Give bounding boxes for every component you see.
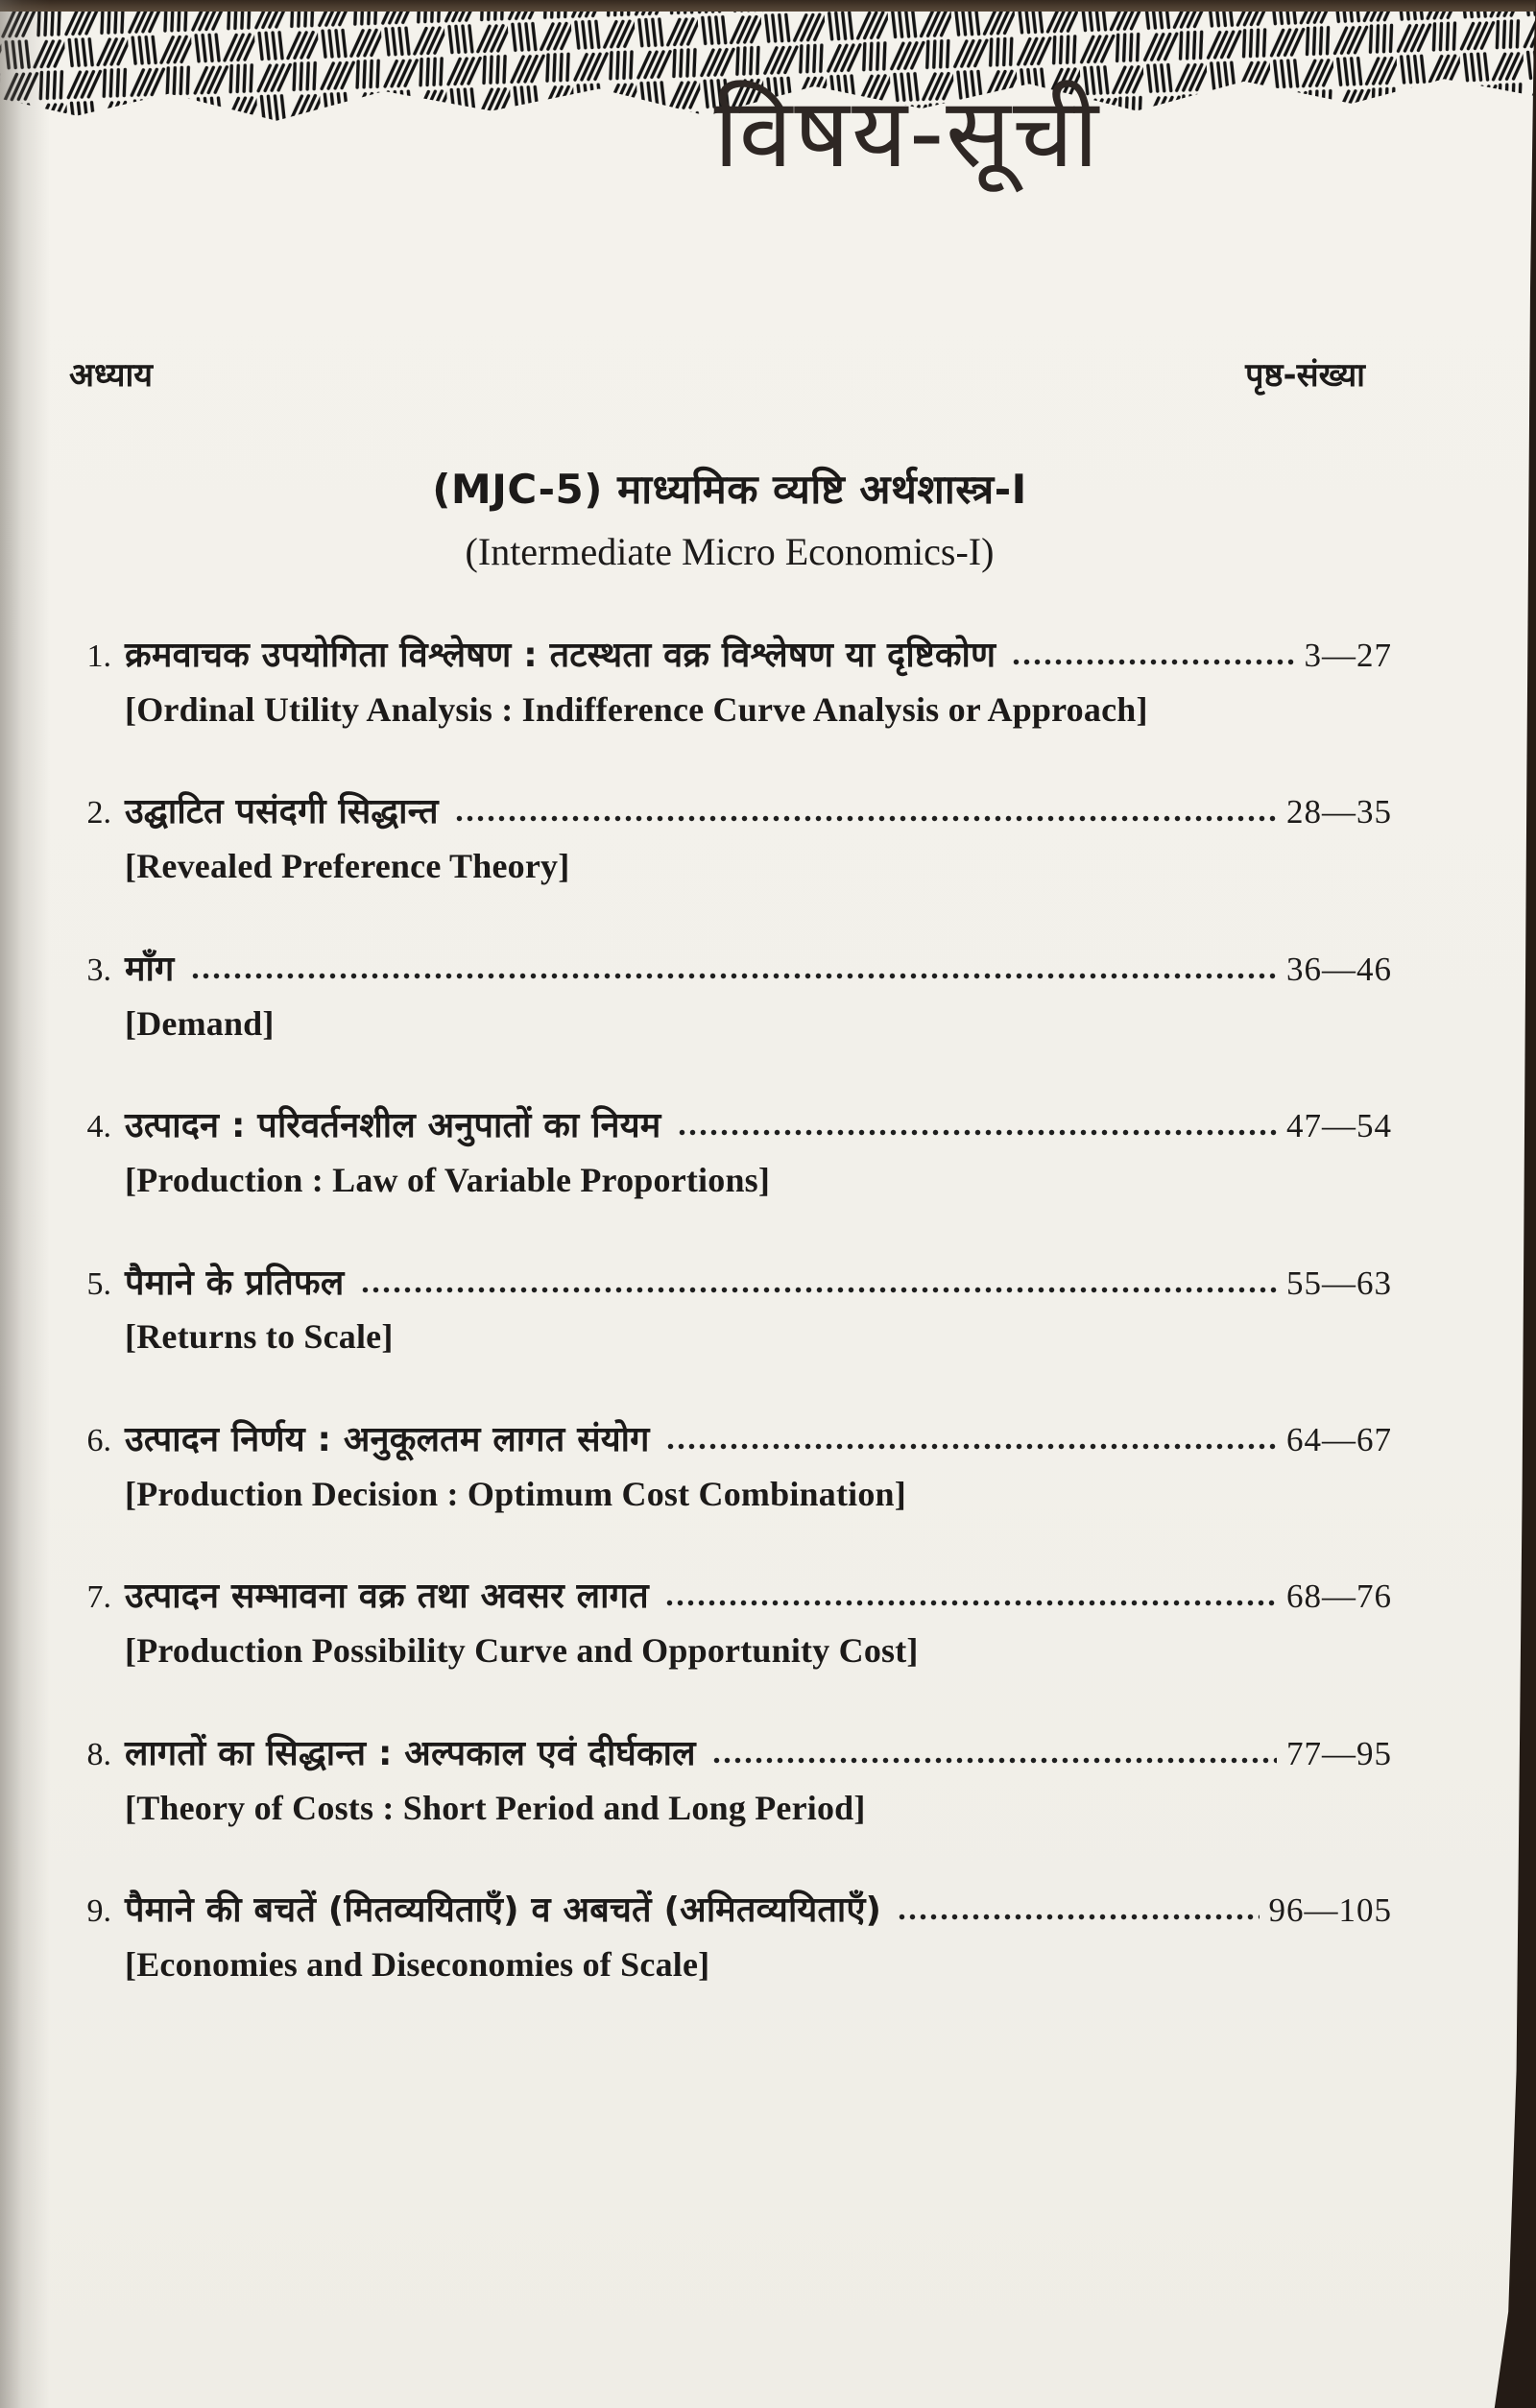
entry-number: 7. — [86, 1579, 111, 1616]
page-top-edge — [0, 0, 1536, 12]
entry-title-hindi: पैमाने की बचतें (मितव्ययिताएँ) व अबचतें (अमितव्ययिताएँ) — [125, 1890, 882, 1931]
entry-title-english: [Production Decision : Optimum Cost Combination] — [125, 1474, 906, 1513]
page-left-edge-shadow — [0, 0, 50, 2408]
page-right-edge-shadow — [1478, 0, 1536, 2408]
entry-page-range: 64—67 — [1286, 1420, 1392, 1458]
section-heading-english: (Intermediate Micro Economics-I) — [465, 530, 995, 573]
dotted-leader — [711, 1756, 1277, 1765]
entry-title-english: [Returns to Scale] — [125, 1317, 394, 1357]
entry-title-english: [Production Possibility Curve and Opportunity Cost] — [125, 1631, 919, 1671]
entry-number: 2. — [86, 795, 111, 831]
section-heading — [67, 461, 1392, 574]
entry-title-hindi: लागतों का सिद्धान्त : अल्पकाल एवं दीर्घकाल — [125, 1733, 696, 1773]
table-of-contents — [67, 634, 1392, 2046]
toc-entry — [67, 634, 1392, 733]
entry-page-range: 36—46 — [1286, 950, 1392, 988]
section-heading-hindi: (MJC-5) माध्यमिक व्यष्टि अर्थशास्त्र-I — [432, 466, 1027, 513]
dotted-leader — [1011, 658, 1294, 666]
entry-page-range: 77—95 — [1286, 1734, 1392, 1772]
dotted-leader — [190, 972, 1277, 980]
entry-page-range: 68—76 — [1286, 1577, 1392, 1616]
entry-number: 5. — [86, 1265, 111, 1302]
toc-entry — [67, 1732, 1392, 1831]
entry-page-range: 3—27 — [1304, 637, 1392, 674]
entry-title-hindi: पैमाने के प्रतिफल — [125, 1263, 345, 1303]
entry-number: 8. — [86, 1736, 111, 1772]
entry-title-hindi: उत्पादन निर्णय : अनुकूलतम लागत संयोग — [125, 1419, 650, 1459]
column-labels — [69, 351, 1365, 396]
toc-entry — [67, 1104, 1392, 1203]
toc-entry — [67, 1262, 1392, 1361]
dotted-leader — [664, 1599, 1277, 1607]
entry-number: 3. — [86, 951, 111, 988]
entry-number: 4. — [86, 1109, 111, 1145]
chapter-column-label: अध्याय — [69, 356, 154, 395]
toc-entry — [67, 1418, 1392, 1517]
toc-entry — [67, 1889, 1392, 1987]
entry-title-english: [Ordinal Utility Analysis : Indifference Curve Analysis or Approach] — [125, 689, 1148, 729]
entry-number: 6. — [86, 1422, 111, 1458]
entry-title-english: [Revealed Preference Theory] — [125, 847, 570, 886]
entry-number: 9. — [86, 1893, 111, 1930]
entry-title-english: [Demand] — [125, 1003, 275, 1043]
dotted-leader — [454, 814, 1277, 823]
dotted-leader — [665, 1442, 1277, 1451]
entry-title-hindi: माँग — [125, 949, 175, 989]
dotted-leader — [897, 1913, 1259, 1921]
entry-page-range: 96—105 — [1268, 1891, 1392, 1930]
entry-title-hindi: क्रमवाचक उपयोगिता विश्लेषण : तटस्थता वक्र विश्लेषण या दृष्टिकोण — [125, 636, 996, 675]
page-number-column-label: पृष्ठ-संख्या — [1245, 356, 1365, 395]
entry-title-hindi: उद्घाटित पसंदगी सिद्धान्त — [125, 792, 439, 832]
toc-entry — [67, 948, 1392, 1047]
entry-page-range: 47—54 — [1286, 1107, 1392, 1145]
entry-page-range: 28—35 — [1286, 793, 1392, 831]
entry-title-english: [Production : Law of Variable Proportions] — [125, 1160, 771, 1199]
dotted-leader — [677, 1128, 1277, 1137]
entry-title-hindi: उत्पादन : परिवर्तनशील अनुपातों का नियम — [125, 1106, 661, 1146]
entry-number: 1. — [86, 638, 111, 674]
entry-title-hindi: उत्पादन सम्भावना वक्र तथा अवसर लागत — [125, 1577, 649, 1617]
toc-entry — [67, 790, 1392, 889]
entry-title-english: [Theory of Costs : Short Period and Long Period] — [125, 1788, 866, 1827]
dotted-leader — [360, 1286, 1278, 1294]
entry-page-range: 55—63 — [1286, 1264, 1392, 1302]
page-title: विषय-सूची — [713, 77, 1101, 189]
toc-entry — [67, 1575, 1392, 1674]
entry-title-english: [Economies and Diseconomies of Scale] — [125, 1944, 710, 1984]
